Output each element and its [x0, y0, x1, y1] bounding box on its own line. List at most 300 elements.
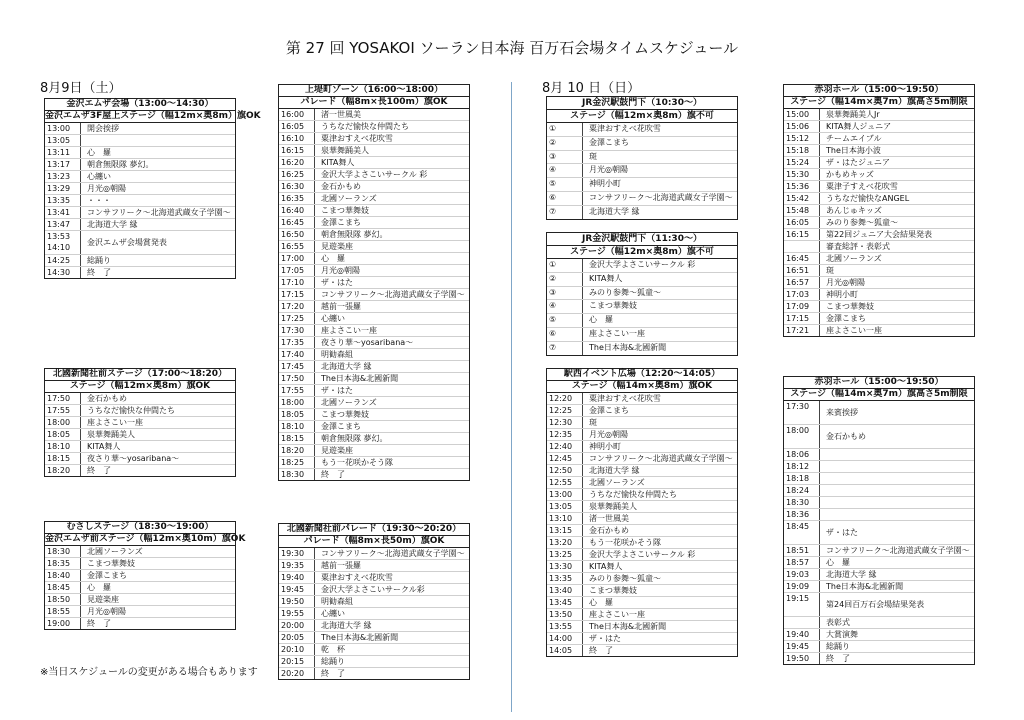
performer-cell: 金澤こまち: [826, 314, 866, 323]
time-cell: 13:50: [547, 609, 583, 620]
time-cell: 13:05: [45, 135, 81, 146]
time-cell: 14:25: [45, 255, 81, 266]
performer-cell: 明勧森組: [321, 350, 353, 359]
schedule-row: [279, 216, 469, 228]
date-label-aug9: 8月9日（土）: [40, 81, 122, 96]
performer-cell: 心 羅: [826, 558, 850, 567]
schedule-table-kamitsutsumi-parade: [278, 84, 470, 481]
time-cell: 13:10: [547, 513, 583, 524]
schedule-row: [784, 496, 974, 508]
time-cell: 13:17: [45, 159, 81, 170]
time-cell: ④: [547, 164, 583, 177]
schedule-row: [547, 644, 737, 656]
performer-cell: 月光◎朝陽: [87, 184, 126, 193]
stage-spec: ステージ（幅12m×奥8m）旗OK: [45, 381, 235, 393]
performer-cell: もう一花咲かそう隊: [321, 458, 393, 467]
schedule-row: [279, 444, 469, 456]
schedule-row: [547, 150, 737, 164]
performer-cell: 大賞演舞: [826, 630, 858, 639]
performer-cell: こまつ華舞妓: [826, 302, 874, 311]
time-cell: 18:05: [279, 409, 315, 420]
performer-cell: 来賓挨拶: [826, 408, 858, 417]
performer-cell: みのり参舞～狐童～: [589, 574, 661, 583]
schedule-row: [45, 170, 235, 182]
schedule-row: [784, 556, 974, 568]
time-cell: 14:00: [547, 633, 583, 644]
time-cell: 16:50: [279, 229, 315, 240]
schedule-row: [279, 252, 469, 264]
schedule-row: [279, 120, 469, 132]
performer-cell: 渚一世風美: [589, 514, 629, 523]
time-cell: 15:12: [784, 133, 820, 144]
performer-cell: 粟津おすえべ花吹雪: [321, 134, 393, 143]
schedule-row: [547, 404, 737, 416]
schedule-row: [547, 536, 737, 548]
schedule-row: [547, 464, 737, 476]
schedule-table-ekinishi-plaza: [546, 368, 738, 657]
time-cell: 15:24: [784, 157, 820, 168]
schedule-row: [547, 123, 737, 136]
time-cell: 18:30: [45, 546, 81, 557]
performer-cell: かもめキッズ: [826, 170, 874, 179]
schedule-row: [279, 228, 469, 240]
performer-cell: 心纏い: [321, 314, 345, 323]
schedule-row: [279, 456, 469, 468]
schedule-row: [547, 512, 737, 524]
time-cell: 12:50: [547, 465, 583, 476]
time-cell: 18:05: [45, 429, 81, 440]
time-cell: 13:35: [45, 195, 81, 206]
time-cell: 16:45: [279, 217, 315, 228]
performer-cell: 座よさこい一座: [87, 418, 143, 427]
column-divider: [511, 82, 512, 712]
time-cell: 16:30: [279, 181, 315, 192]
time-cell: 16:55: [279, 241, 315, 252]
schedule-row: [279, 348, 469, 360]
schedule-row: [547, 608, 737, 620]
schedule-row: [45, 393, 235, 404]
time-cell: 20:10: [279, 644, 315, 655]
performer-cell: The日本海小波: [826, 146, 881, 155]
performer-cell: 北國ソーランズ: [321, 398, 377, 407]
date-label-aug10: 8月 10 日（日）: [542, 81, 641, 96]
schedule-row: [547, 327, 737, 341]
schedule-row: [784, 424, 974, 448]
performer-cell: ザ・はた: [321, 278, 353, 287]
time-cell: 15:48: [784, 205, 820, 216]
performer-cell: The日本海&北國新聞: [321, 374, 399, 383]
performer-cell: KITA舞人: [87, 442, 121, 451]
performer-cell: 夜さり華～yosaribana～: [87, 454, 180, 463]
performer-cell: こまつ華舞妓: [87, 559, 135, 568]
schedule-row: [45, 206, 235, 218]
time-cell: ⑥: [547, 192, 583, 205]
performer-cell: 終 了: [321, 470, 345, 479]
performer-cell: 終 了: [826, 654, 850, 663]
performer-cell: 心 羅: [87, 583, 111, 592]
time-cell: 19:03: [784, 569, 820, 580]
schedule-row: [279, 192, 469, 204]
schedule-row: [279, 204, 469, 216]
time-cell: 13:45: [547, 597, 583, 608]
time-cell: 13:35: [547, 573, 583, 584]
schedule-row: [45, 266, 235, 278]
time-cell: 16:25: [279, 169, 315, 180]
schedule-row: [45, 182, 235, 194]
time-cell: 12:25: [547, 405, 583, 416]
time-cell: 18:25: [279, 457, 315, 468]
time-cell: 17:05: [279, 265, 315, 276]
time-cell: ⑥: [547, 328, 583, 341]
stage-spec: ステージ（幅12m×奥8m）旗不可: [547, 110, 737, 123]
performer-cell: 見遊楽座: [321, 242, 353, 251]
performer-cell: 金石かもめ: [321, 182, 361, 191]
time-cell: 18:20: [279, 445, 315, 456]
performer-cell: 北海道大学 縁: [589, 466, 640, 475]
performer-cell: 第22回ジュニア大会結果発表: [826, 230, 933, 239]
schedule-row: [45, 134, 235, 146]
schedule-row: [784, 288, 974, 300]
performer-cell: 金澤こまち: [589, 137, 629, 147]
performer-cell: 心 羅: [589, 598, 613, 607]
schedule-row: [784, 324, 974, 336]
schedule-row: [279, 468, 469, 480]
time-cell: 18:45: [45, 582, 81, 593]
performer-cell: コンサフリーク～北海道武蔵女子学園～: [87, 208, 231, 217]
time-cell: [784, 617, 820, 628]
stage-spec: パレード（幅8m×長100m）旗OK: [279, 97, 469, 109]
performer-cell: 越前一張羅: [321, 561, 361, 570]
time-cell: 18:40: [45, 570, 81, 581]
performer-cell: [820, 509, 826, 520]
time-cell: 18:24: [784, 485, 820, 496]
performer-cell: 月光◎朝陽: [87, 607, 126, 616]
time-cell: 18:50: [45, 594, 81, 605]
schedule-row: [547, 548, 737, 560]
performer-cell: 終 了: [87, 619, 111, 628]
schedule-row: [279, 384, 469, 396]
time-cell: 18:57: [784, 557, 820, 568]
performer-cell: 金澤こまち: [589, 406, 629, 415]
schedule-row: [45, 605, 235, 617]
performer-cell: 神明小町: [589, 179, 621, 189]
schedule-row: [784, 508, 974, 520]
schedule-row: [279, 420, 469, 432]
performer-cell: 金澤こまち: [321, 218, 361, 227]
time-cell: 13:20: [547, 537, 583, 548]
time-cell: 19:00: [45, 618, 81, 629]
schedule-row: [547, 272, 737, 286]
schedule-row: [784, 628, 974, 640]
performer-cell: 金沢エムザ会場賞発表: [87, 238, 167, 247]
time-cell: ②: [547, 137, 583, 150]
schedule-row: [784, 252, 974, 264]
schedule-row: [279, 571, 469, 583]
performer-cell: 見遊楽座: [321, 446, 353, 455]
time-cell: 19:35: [279, 560, 315, 571]
venue-title: 金沢エムザ会場（13:00～14:30）: [45, 99, 235, 111]
time-cell: 16:05: [784, 217, 820, 228]
performer-cell: 金沢大学よさこいサークル 彩: [589, 260, 696, 269]
time-cell: 19:15: [784, 593, 820, 616]
schedule-row: [279, 655, 469, 667]
time-cell: 19:40: [784, 629, 820, 640]
schedule-row: [279, 324, 469, 336]
performer-cell: 渚一世風美: [321, 110, 361, 119]
time-cell: ⑦: [547, 342, 583, 355]
performer-cell: The日本海&北國新聞: [826, 582, 904, 591]
performer-cell: 粟津おすえべ花吹雪: [589, 394, 661, 403]
performer-cell: コンサフリーク～北海道武蔵女子学園～: [321, 549, 465, 558]
performer-cell: 座よさこい一座: [589, 328, 645, 338]
performer-cell: KITA舞人: [589, 562, 623, 571]
time-cell: 19:09: [784, 581, 820, 592]
time-cell: 16:05: [279, 121, 315, 132]
time-cell: 15:30: [784, 169, 820, 180]
time-cell: 17:15: [784, 313, 820, 324]
time-cell: 13:05: [547, 501, 583, 512]
performer-cell: 月光◎朝陽: [826, 278, 865, 287]
schedule-row: [547, 191, 737, 205]
schedule-row: [784, 180, 974, 192]
schedule-row: [279, 109, 469, 120]
time-cell: 18:35: [45, 558, 81, 569]
time-cell: ②: [547, 273, 583, 286]
time-cell: 19:40: [279, 572, 315, 583]
performer-cell: 座よさこい一座: [321, 326, 377, 335]
time-cell: 13:15: [547, 525, 583, 536]
time-cell: 17:21: [784, 325, 820, 336]
schedule-change-note: ※当日スケジュールの変更がある場合もあります: [40, 667, 258, 678]
schedule-row: [784, 132, 974, 144]
performer-cell: 終 了: [321, 669, 345, 678]
schedule-row: [547, 205, 737, 219]
time-cell: ①: [547, 123, 583, 136]
performer-cell: 泉華舞踊美人: [589, 502, 637, 511]
schedule-row: [547, 341, 737, 355]
schedule-row: [279, 180, 469, 192]
time-cell: 17:55: [279, 385, 315, 396]
time-cell: 15:06: [784, 121, 820, 132]
performer-cell: みのり参舞～狐童～: [589, 287, 661, 297]
schedule-row: [784, 568, 974, 580]
performer-cell: もう一花咲かそう隊: [589, 538, 661, 547]
performer-cell: 表彰式: [826, 618, 850, 627]
performer-cell: コンサフリーク～北海道武蔵女子学園～: [589, 454, 733, 463]
time-cell: 16:57: [784, 277, 820, 288]
schedule-row: [547, 560, 737, 572]
schedule-row: [547, 428, 737, 440]
performer-cell: 金石かもめ: [826, 432, 866, 441]
time-cell: ③: [547, 151, 583, 164]
venue-title: 赤羽ホール（15:00～19:50）: [784, 377, 974, 389]
time-cell: 19:45: [784, 641, 820, 652]
schedule-row: [279, 312, 469, 324]
schedule-row: [45, 158, 235, 170]
time-cell: 19:50: [784, 653, 820, 664]
schedule-row: [547, 500, 737, 512]
schedule-row: [279, 168, 469, 180]
schedule-row: [784, 109, 974, 120]
performer-cell: 見遊楽座: [87, 595, 119, 604]
time-cell: 20:05: [279, 632, 315, 643]
time-cell: 12:40: [547, 441, 583, 452]
schedule-row: [279, 360, 469, 372]
performer-cell: 北海道大学 縁: [826, 570, 877, 579]
performer-cell: 越前一張羅: [321, 302, 361, 311]
schedule-row: [279, 548, 469, 559]
performer-cell: The日本海&北國新聞: [321, 633, 399, 642]
schedule-row: [547, 299, 737, 313]
performer-cell: 座よさこい一座: [589, 610, 645, 619]
performer-cell: 粟津子すえべ花吹雪: [826, 182, 898, 191]
schedule-row: [784, 168, 974, 180]
schedule-row: [547, 440, 737, 452]
time-cell: 14:05: [547, 645, 583, 656]
schedule-row: [279, 276, 469, 288]
time-cell: 16:10: [279, 133, 315, 144]
time-cell: ⑤: [547, 178, 583, 191]
performer-cell: コンサフリーク～北海道武蔵女子学園～: [321, 290, 465, 299]
stage-spec: ステージ（幅14m×奥7m）旗高さ5m制限: [784, 389, 974, 401]
schedule-row: [784, 312, 974, 324]
performer-cell: 月光◎朝陽: [321, 266, 360, 275]
performer-cell: 泉華舞踊美人Jr: [826, 110, 880, 119]
time-cell: 18:10: [279, 421, 315, 432]
performer-cell: 北國ソーランズ: [87, 547, 143, 556]
time-cell: 17:30: [784, 401, 820, 424]
performer-cell: 北海道大学 縁: [321, 621, 372, 630]
schedule-row: [45, 581, 235, 593]
performer-cell: [81, 135, 87, 146]
time-cell: 13:47: [45, 219, 81, 230]
schedule-row: [45, 404, 235, 416]
time-cell: 13:11: [45, 147, 81, 158]
schedule-row: [784, 401, 974, 424]
time-cell: 18:15: [45, 453, 81, 464]
performer-cell: 北海道大学 縁: [589, 206, 640, 216]
schedule-row: [547, 452, 737, 464]
performer-cell: コンサフリーク～北海道武蔵女子学園～: [826, 546, 970, 555]
schedule-row: [784, 460, 974, 472]
performer-cell: 終 了: [87, 466, 111, 475]
performer-cell: [820, 485, 826, 496]
schedule-table-akabane-hall-1: [783, 84, 975, 337]
performer-cell: こまつ華舞妓: [321, 206, 369, 215]
time-cell: 17:10: [279, 277, 315, 288]
performer-cell: 粟津おすえべ花吹雪: [589, 124, 661, 133]
schedule-row: [45, 428, 235, 440]
performer-cell: [820, 497, 826, 508]
performer-cell: 泉華舞踊美人: [87, 430, 135, 439]
time-cell: 18:51: [784, 545, 820, 556]
schedule-row: [279, 240, 469, 252]
schedule-row: [279, 144, 469, 156]
schedule-row: [45, 230, 235, 254]
time-cell: ③: [547, 287, 583, 300]
performer-cell: 終 了: [87, 268, 111, 277]
time-cell: 15:18: [784, 145, 820, 156]
schedule-row: [784, 120, 974, 132]
schedule-row: [279, 619, 469, 631]
time-cell: 20:15: [279, 656, 315, 667]
performer-cell: 座よさこい一座: [826, 326, 882, 335]
time-cell: 18:06: [784, 449, 820, 460]
schedule-row: [784, 520, 974, 544]
schedule-row: [784, 276, 974, 288]
time-cell: 18:20: [45, 465, 81, 476]
performer-cell: ザ・はた: [321, 386, 353, 395]
performer-cell: うちなだ愉快な仲間たち: [589, 490, 677, 499]
time-cell: 13:40: [547, 585, 583, 596]
schedule-row: [279, 408, 469, 420]
schedule-row: [547, 177, 737, 191]
performer-cell: 開会挨拶: [87, 124, 119, 133]
time-cell: 15:42: [784, 193, 820, 204]
time-cell: 17:25: [279, 313, 315, 324]
stage-spec: ステージ（幅14m×奥8m）旗OK: [547, 381, 737, 393]
schedule-row: [279, 667, 469, 679]
schedule-row: [547, 313, 737, 327]
schedule-row: [784, 472, 974, 484]
time-cell: 19:50: [279, 596, 315, 607]
performer-cell: 金沢大学よさこいサークル彩: [321, 585, 425, 594]
time-cell: 16:51: [784, 265, 820, 276]
schedule-row: [279, 643, 469, 655]
performer-cell: The日本海&北國新聞: [589, 622, 667, 631]
performer-cell: 総踊り: [321, 657, 345, 666]
performer-cell: 金石かもめ: [589, 526, 629, 535]
schedule-row: [45, 464, 235, 476]
performer-cell: 斑: [589, 418, 597, 427]
time-cell: 16:40: [279, 205, 315, 216]
time-cell: 13:00: [45, 123, 81, 134]
time-cell: 19:55: [279, 608, 315, 619]
schedule-row: [279, 631, 469, 643]
performer-cell: 金沢大学よさこいサークル 彩: [589, 550, 696, 559]
performer-cell: ザ・はた: [589, 634, 621, 643]
page-title: 第 27 回 YOSAKOI ソーラン日本海 百万石会場タイムスケジュール: [285, 39, 739, 57]
schedule-row: [784, 264, 974, 276]
schedule-row: [547, 620, 737, 632]
time-cell: 12:35: [547, 429, 583, 440]
schedule-row: [547, 572, 737, 584]
schedule-table-musashi-stage: [44, 521, 246, 630]
performer-cell: 乾 杯: [321, 645, 345, 654]
schedule-row: [547, 416, 737, 428]
performer-cell: 朝倉無限隊 夢幻。: [321, 434, 388, 443]
schedule-row: [784, 616, 974, 628]
time-cell: 13:30: [547, 561, 583, 572]
schedule-row: [279, 288, 469, 300]
performer-cell: 心纏い: [321, 609, 345, 618]
time-cell: 18:30: [784, 497, 820, 508]
time-cell: 18:55: [45, 606, 81, 617]
performer-cell: 総踊り: [826, 642, 850, 651]
schedule-row: [784, 652, 974, 664]
schedule-row: [784, 484, 974, 496]
performer-cell: こまつ華舞妓: [589, 586, 637, 595]
performer-cell: 粟津おすえべ花吹雪: [321, 573, 393, 582]
schedule-row: [279, 336, 469, 348]
schedule-row: [279, 583, 469, 595]
time-cell: 13:00: [547, 489, 583, 500]
performer-cell: こまつ華舞妓: [589, 301, 637, 311]
schedule-row: [279, 432, 469, 444]
stage-spec: 金沢エムザ前ステージ（幅12m×奥10m）旗OK: [45, 534, 246, 544]
time-cell: 18:00: [279, 397, 315, 408]
performer-cell: 北國ソーランズ: [321, 194, 377, 203]
